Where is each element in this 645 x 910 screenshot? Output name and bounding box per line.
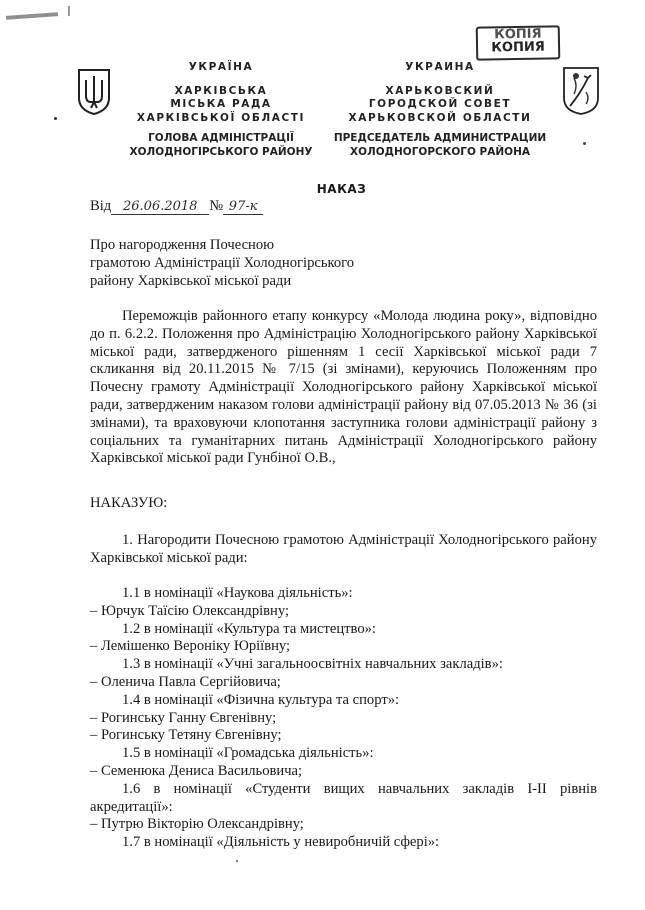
nominee: – Юрчук Таїсію Олександрівну; [90, 602, 290, 619]
nominee: – Оленича Павла Сергійовича; [90, 673, 281, 690]
ru-post-line1: ПРЕДСЕДАТЕЛЬ АДМИНИСТРАЦИИ [333, 132, 547, 144]
header-ukrainian-post [126, 131, 316, 159]
ua-city-line3: ХАРКІВСЬКОЇ ОБЛАСТІ [136, 111, 306, 124]
kharkiv-coat-of-arms-icon [562, 66, 600, 116]
number-value: 97-к [223, 200, 263, 215]
nominee: – Лемішенко Вероніку Юріївну; [90, 638, 291, 655]
ru-city-line3: ХАРЬКОВСКОЙ ОБЛАСТИ [348, 111, 532, 124]
ru-country: УКРАИНА [405, 61, 475, 73]
copy-stamp-line1: КОПІЯ [494, 26, 542, 43]
date-number-line [90, 198, 390, 216]
ua-city-line2: МІСЬКА РАДА [170, 98, 272, 110]
subject-line: Про нагородження Почесною [90, 237, 275, 253]
date-value: 26.06.2018 [111, 200, 209, 215]
ua-city-line1: ХАРКІВСЬКА [174, 84, 268, 97]
ua-post-line2: ХОЛОДНОГІРСЬКОГО РАЙОНУ [129, 146, 313, 158]
nominations-list [90, 585, 597, 852]
preamble-paragraph: Переможців районного етапу конкурсу «Молода людина року», відповідно до п. 6.2.2. Положення про Адміністрацію Холодногірського району Харківської міської ради, затвердженого рішенням 1 сесії Харківської міської ради 7 скликання від 20.11.2015 № 7/15 (зі змінами), керуючись Положенням про Почесну грамоту Адміністрації Холодногірського району Харківської міської ради, затвердженим наказом голови адміністрації району від 07.05.2013 № 36 (зі змінами), та враховуючи клопотання заступника голови адміністрації району з соціальних та гуманітарних питань Адміністрації Холодногірського району Харківської міської ради Гунбіної О.В., [90, 308, 597, 467]
subject-line: району Харківської міської ради [90, 272, 292, 289]
number-label: № [209, 198, 224, 214]
scan-dot [583, 142, 586, 145]
header-ukrainian [126, 61, 316, 125]
ru-city-line1: ХАРЬКОВСКИЙ [385, 84, 495, 97]
scan-mark [6, 12, 58, 20]
nominee: – Семенюка Дениса Васильовича; [90, 762, 303, 779]
subject-line: грамотою Адміністрації Холодногірського [90, 254, 355, 271]
ru-post-line2: ХОЛОДНОГОРСКОГО РАЙОНА [350, 146, 530, 158]
scan-dot [54, 117, 57, 120]
header-russian-post [330, 131, 550, 159]
copy-stamp-line2: КОПИЯ [491, 39, 545, 56]
nomination-heading: 1.2 в номінації «Культура та мистецтво»: [122, 620, 376, 637]
nomination-heading: 1.5 в номінації «Громадська діяльність»: [122, 745, 374, 762]
nomination-heading: 1.3 в номінації «Учні загальноосвітніх навчальних закладів»: [122, 656, 503, 673]
nominee: – Путрю Вікторію Олександрівну; [90, 816, 304, 833]
scan-mark [68, 6, 70, 16]
copy-stamp [476, 25, 561, 60]
nominee: – Рогинську Тетяну Євгенівну; [90, 727, 282, 744]
item-1-paragraph: 1. Нагородити Почесною грамотою Адміністрації Холодногірського району Харківської міської ради: [90, 532, 597, 566]
ua-country: УКРАЇНА [188, 61, 254, 73]
nomination-heading: 1.1 в номінації «Наукова діяльність»: [122, 585, 353, 601]
nomination-heading: 1.6 в номінації «Студенти вищих навчальних закладів І-ІІ рівнів акредитації»: [90, 780, 597, 815]
scan-dot [236, 860, 238, 862]
order-word: НАКАЗУЮ: [90, 495, 168, 511]
header-russian [340, 61, 540, 125]
from-label: Від [90, 198, 112, 214]
document-type: НАКАЗ [316, 182, 367, 196]
nomination-heading: 1.4 в номінації «Фізична культура та спорт»: [122, 691, 400, 708]
ru-city-line2: ГОРОДСКОЙ СОВЕТ [368, 98, 512, 110]
ukraine-coat-of-arms-icon [77, 68, 111, 116]
subject-block [90, 237, 420, 290]
ua-post-line1: ГОЛОВА АДМІНІСТРАЦІЇ [148, 132, 294, 144]
nominee: – Рогинську Ганну Євгенівну; [90, 709, 277, 726]
nomination-heading: 1.7 в номінації «Діяльність у невиробничій сфері»: [122, 834, 440, 851]
